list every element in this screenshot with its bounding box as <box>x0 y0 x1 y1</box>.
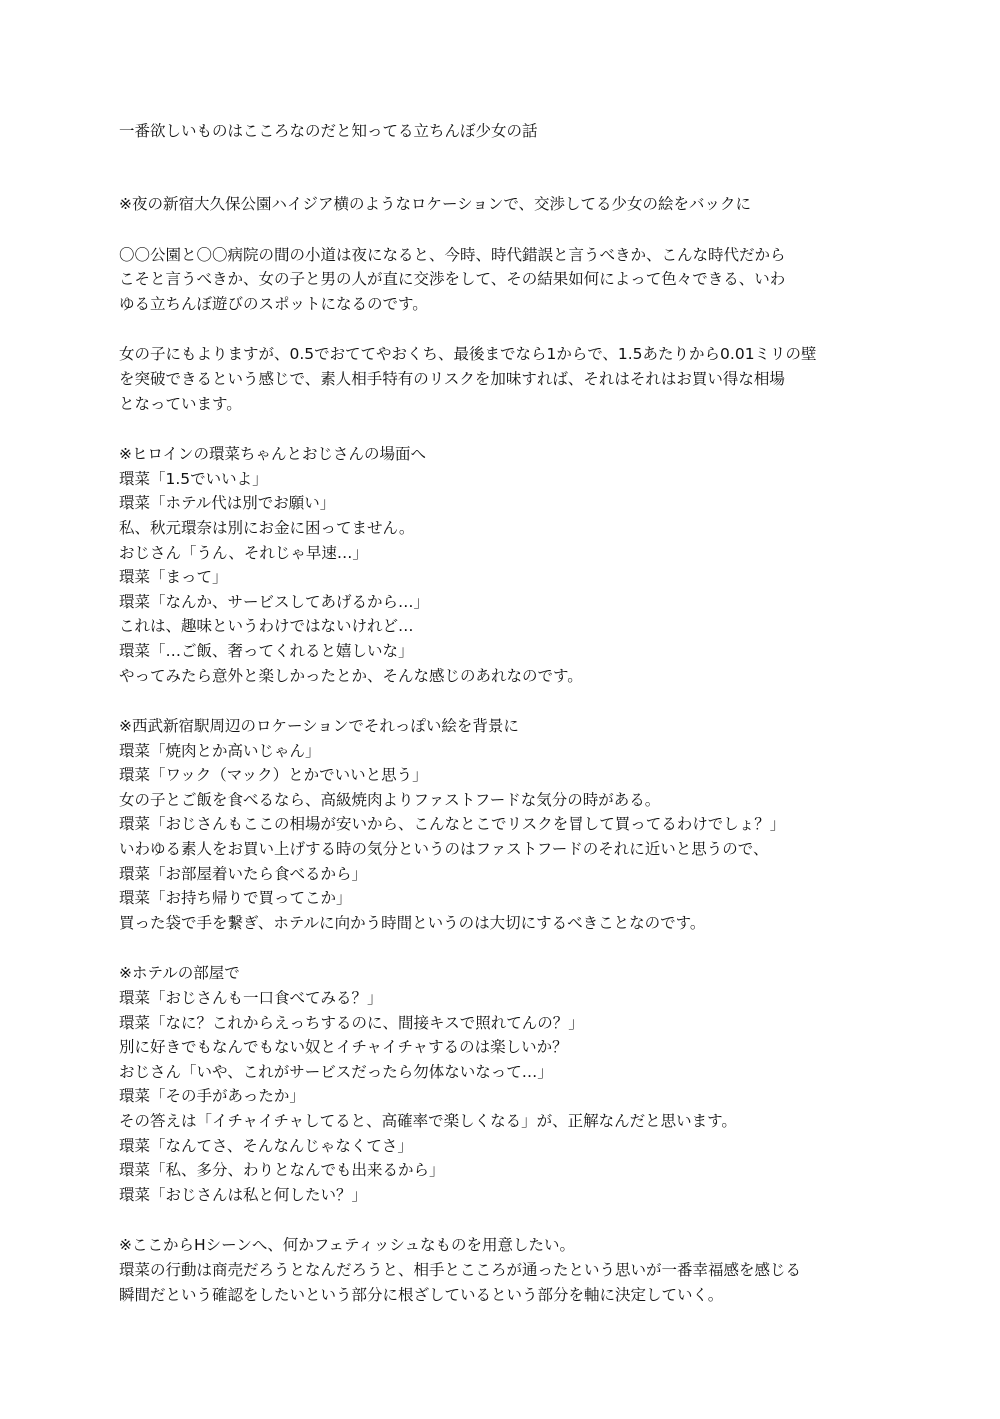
text-line: おじさん「うん、それじゃ早速…」 <box>119 543 368 562</box>
text-line: 環菜「おじさんもここの相場が安いから、こんなとこでリスクを冒して買ってるわけでしょ？」 <box>119 815 786 834</box>
text-line: 環菜「おじさんは私と何したい？」 <box>119 1185 368 1204</box>
text-line: 瞬間だという確認をしたいという部分に根ざしているという部分を軸に決定していく。 <box>119 1285 724 1304</box>
text-line: ※夜の新宿大久保公園ハイジア横のようなロケーションで、交渉してる少女の絵をバックに <box>119 195 752 213</box>
document-title: 一番欲しいものはこころなのだと知ってる立ちんぼ少女の話 <box>119 122 538 140</box>
document-paragraph <box>119 442 889 688</box>
text-line: 環菜の行動は商売だろうとなんだろうと、相手とこころが通ったという思いが一番幸福感を感じる <box>119 1260 802 1279</box>
document-paragraph <box>119 1233 889 1307</box>
text-line: 私、秋元環奈は別にお金に困ってません。 <box>119 518 415 537</box>
text-line: 環菜「私、多分、わりとなんでも出来るから」 <box>119 1161 445 1180</box>
text-line: 女の子にもよりますが、0.5でおててやおくち、最後までなら1からで、1.5あたりから0.01ミリの壁 <box>119 345 817 364</box>
text-line: ※ヒロインの環菜ちゃんとおじさんの場面へ <box>119 445 427 464</box>
text-line: 環菜「なんか、サービスしてあげるから…」 <box>119 592 430 611</box>
document-paragraph <box>119 192 889 217</box>
text-line: ゆる立ちんぼ遊びのスポットになるのです。 <box>119 294 428 313</box>
text-line: となっています。 <box>119 394 242 413</box>
text-line: その答えは「イチャイチャしてると、高確率で楽しくなる」が、正解なんだと思います。 <box>119 1112 737 1130</box>
text-line: 環菜「ワック（マック）とかでいいと思う」 <box>119 766 428 785</box>
text-line: 別に好きでもなんでもない奴とイチャイチャするのは楽しいか？ <box>119 1038 568 1057</box>
text-line: 環菜「おじさんも一口食べてみる？」 <box>119 989 383 1008</box>
document-sections <box>119 192 889 1307</box>
text-line: 女の子とご飯を食べるなら、高級焼肉よりファストフードな気分の時がある。 <box>119 790 661 809</box>
document-body <box>119 118 889 1333</box>
text-line: 買った袋で手を繋ぎ、ホテルに向かう時間というのは大切にするべきことなのです。 <box>119 913 706 932</box>
text-line: 環菜「焼肉とか高いじゃん」 <box>119 741 321 760</box>
text-line: 環菜「お部屋着いたら食べるから」 <box>119 864 368 883</box>
document-paragraph <box>119 714 889 935</box>
text-line: やってみたら意外と楽しかったとか、そんな感じのあれなのです。 <box>119 666 583 685</box>
text-line: 環菜「1.5でいいよ」 <box>119 469 268 488</box>
text-line: 環菜「その手があったか」 <box>119 1087 305 1106</box>
text-line: これは、趣味というわけではないけれど… <box>119 617 414 636</box>
text-line: 環菜「なに？これからえっちするのに、間接キスで照れてんの？」 <box>119 1013 584 1032</box>
text-line: こそと言うべきか、女の子と男の人が直に交渉をして、その結果如何によって色々できる、いわ <box>119 270 786 289</box>
text-line: を突破できるという感じで、素人相手特有のリスクを加味すれば、それはそれはお買い得な相場 <box>119 369 785 388</box>
document-paragraph <box>119 342 889 416</box>
text-line: 〇〇公園と〇〇病院の間の小道は夜になると、今時、時代錯誤と言うべきか、こんな時代だから <box>119 245 786 264</box>
document-paragraph <box>119 961 889 1207</box>
document-paragraph <box>119 243 889 317</box>
text-line: 環菜「…ご飯、奢ってくれると嬉しいな」 <box>119 641 414 660</box>
text-line: 環菜「まって」 <box>119 568 228 587</box>
text-line: 環菜「お持ち帰りで買ってこか」 <box>119 889 352 908</box>
text-line: ※西武新宿駅周辺のロケーションでそれっぽい絵を背景に <box>119 717 519 736</box>
text-line: ※ホテルの部屋で <box>119 964 240 983</box>
text-line: いわゆる素人をお買い上げする時の気分というのはファストフードのそれに近いと思うので、 <box>119 840 769 859</box>
text-line: 環菜「ホテル代は別でお願い」 <box>119 494 336 513</box>
text-line: 環菜「なんてさ、そんなんじゃなくてさ」 <box>119 1136 413 1155</box>
text-line: おじさん「いや、これがサービスだったら勿体ないなって…」 <box>119 1062 553 1081</box>
text-line: ※ここからHシーンへ、何かフェティッシュなものを用意したい。 <box>119 1236 576 1255</box>
